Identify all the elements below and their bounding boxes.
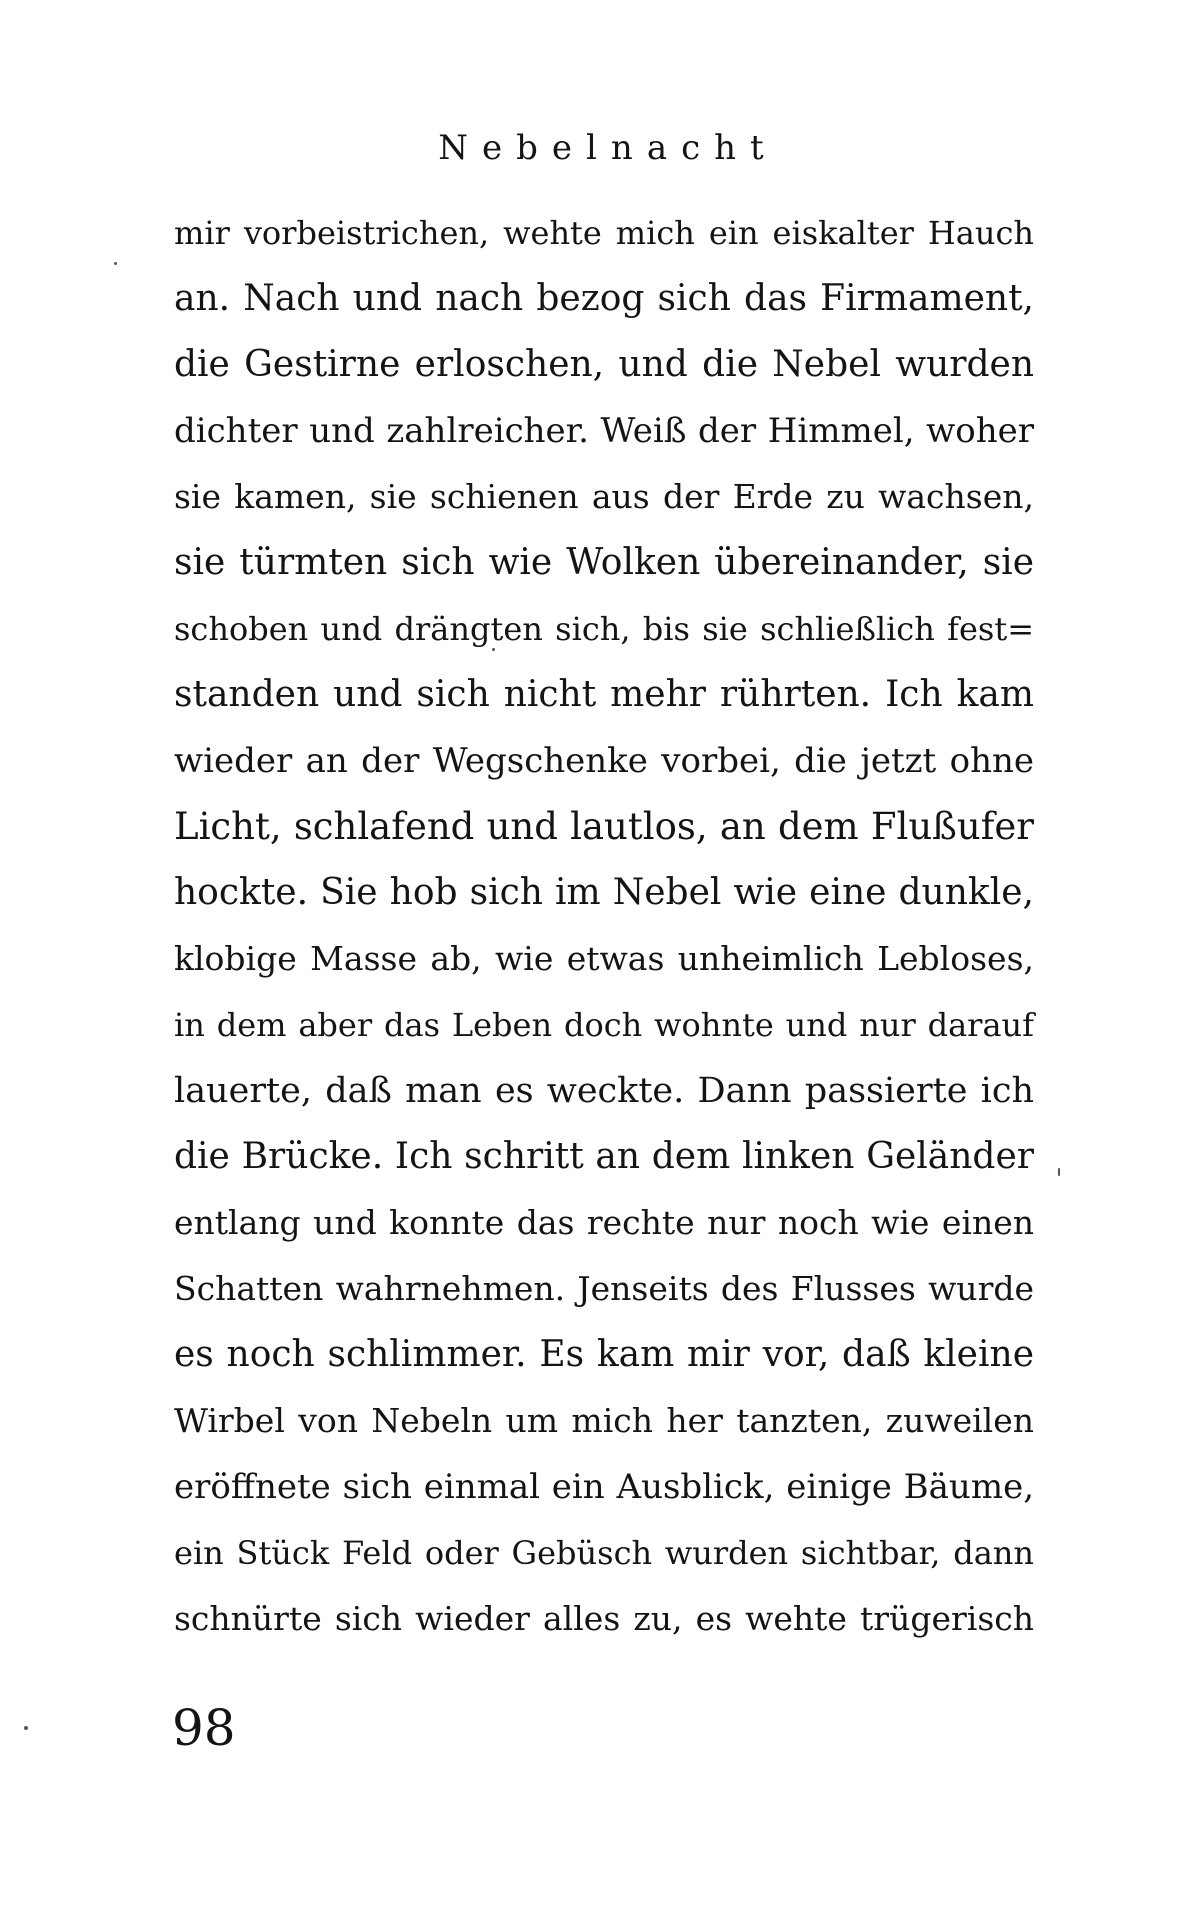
text-line: sie türmten sich wie Wolken übereinander, sie: [174, 542, 1034, 583]
text-line: die Gestirne erloschen, und die Nebel wurden: [174, 344, 1034, 385]
text-line: an. Nach und nach bezog sich das Firmament,: [174, 278, 1034, 319]
running-title: Nebelnacht: [438, 128, 778, 168]
text-line: entlang und konnte das rechte nur noch wie einen: [174, 1203, 1034, 1242]
text-line: eröffnete sich einmal ein Ausblick, einige Bäume,: [174, 1467, 1034, 1507]
text-line: mir vorbeistrichen, wehte mich ein eiskalter Hauch: [174, 214, 1034, 252]
text-line: die Brücke. Ich schritt an dem linken Geländer: [174, 1136, 1034, 1177]
scan-speck: [114, 262, 117, 265]
scan-speck: [24, 1726, 28, 1730]
page-number: 98: [172, 1699, 236, 1757]
text-line: standen und sich nicht mehr rührten. Ich kam: [174, 674, 1034, 715]
text-line: in dem aber das Leben doch wohnte und nur darauf: [174, 1006, 1034, 1044]
text-line: Licht, schlafend und lautlos, an dem Flußufer: [174, 805, 1034, 848]
text-line: wieder an der Wegschenke vorbei, die jetzt ohne: [174, 741, 1034, 781]
text-line: klobige Masse ab, wie etwas unheimlich Lebloses,: [174, 939, 1034, 978]
text-line: dichter und zahlreicher. Weiß der Himmel, woher: [174, 411, 1034, 451]
scan-speck: [492, 648, 495, 651]
text-line: ein Stück Feld oder Gebüsch wurden sichtbar, dann: [174, 1534, 1034, 1572]
scan-speck: [1058, 1168, 1060, 1176]
text-line: schnürte sich wieder alles zu, es wehte trügerisch: [174, 1599, 1034, 1638]
text-line: schoben und drängten sich, bis sie schließlich fest=: [174, 610, 1034, 648]
text-line: sie kamen, sie schienen aus der Erde zu wachsen,: [174, 477, 1034, 516]
text-line: hockte. Sie hob sich im Nebel wie eine dunkle,: [174, 872, 1034, 913]
text-line: Wirbel von Nebeln um mich her tanzten, zuweilen: [174, 1401, 1034, 1440]
text-line: lauerte, daß man es weckte. Dann passierte ich: [174, 1071, 1034, 1111]
body-text: [174, 200, 1034, 1652]
text-line: es noch schlimmer. Es kam mir vor, daß kleine: [174, 1334, 1034, 1375]
text-line: Schatten wahrnehmen. Jenseits des Flusses wurde: [174, 1269, 1034, 1308]
